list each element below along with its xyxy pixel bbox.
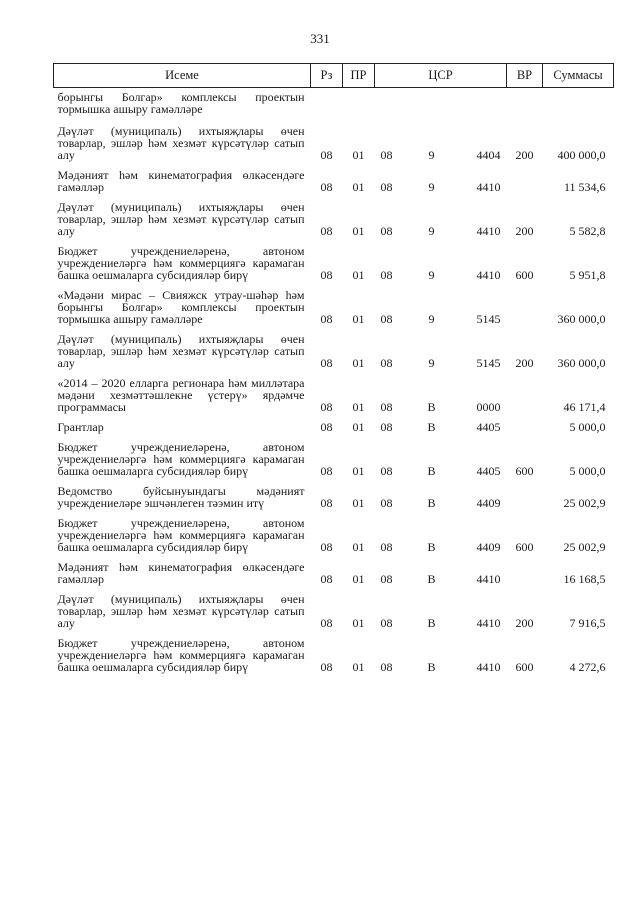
row-sum: 5 951,8 bbox=[569, 268, 606, 282]
row-csr bbox=[375, 195, 507, 239]
row-rz: 08 bbox=[320, 420, 333, 434]
row-sum: 4 272,6 bbox=[569, 660, 606, 674]
row-sum: 400 000,0 bbox=[557, 148, 606, 162]
row-rz: 08 bbox=[320, 540, 333, 554]
row-pr: 01 bbox=[352, 224, 365, 238]
row-rz: 08 bbox=[320, 496, 333, 510]
row-pr: 01 bbox=[352, 180, 365, 194]
row-pr: 01 bbox=[352, 540, 365, 554]
row-name: Ведомство буйсынуындагы мәдәният учреждениеләре эшчәнлеген тәэмин итү bbox=[57, 484, 305, 510]
table-row bbox=[54, 239, 614, 283]
row-csr-part1: 08 bbox=[380, 464, 393, 478]
row-csr-part2: В bbox=[427, 616, 436, 630]
row-vr bbox=[507, 415, 543, 435]
row-name: Бюджет учреждениеләренә, автоном учреждениеләргә һәм коммерциягә карамаган башка оешмаларга субсидияләр бирү bbox=[57, 636, 305, 674]
continued-text: борынгы Болгар» комплексы проектын тормышка ашыру гамәлләре bbox=[57, 90, 305, 116]
row-sum: 5 000,0 bbox=[569, 464, 606, 478]
row-csr-part1: 08 bbox=[380, 660, 393, 674]
row-csr bbox=[375, 479, 507, 511]
header-csr: ЦСР bbox=[375, 64, 507, 88]
row-csr-part1: 08 bbox=[380, 572, 393, 586]
row-csr-part2: В bbox=[427, 420, 436, 434]
row-rz: 08 bbox=[320, 268, 333, 282]
row-csr-part3: 4409 bbox=[476, 496, 501, 510]
row-vr: 600 bbox=[515, 660, 534, 674]
table-row bbox=[54, 283, 614, 327]
row-rz: 08 bbox=[320, 356, 333, 370]
row-sum: 7 916,5 bbox=[569, 616, 606, 630]
table-row bbox=[54, 415, 614, 435]
row-rz: 08 bbox=[320, 616, 333, 630]
row-csr-part3: 4405 bbox=[476, 420, 501, 434]
table-row bbox=[54, 479, 614, 511]
row-csr-part1: 08 bbox=[380, 400, 393, 414]
row-name: «Мәдәни мирас – Свияжск утрау-шәһәр һәм борынгы Болгар» комплексы проектын тормышка ашыру гамәлләре bbox=[57, 288, 305, 326]
row-name: «2014 – 2020 елларга регионара һәм милләтара мәдәни хезмәттәшлекне үстерү» ярдәмче программасы bbox=[57, 376, 305, 414]
row-csr-part3: 4410 bbox=[476, 616, 501, 630]
row-vr bbox=[507, 163, 543, 195]
row-sum: 25 002,9 bbox=[563, 540, 606, 554]
header-rz: Рз bbox=[311, 64, 343, 88]
header-sum: Суммасы bbox=[543, 64, 614, 88]
row-csr-part1: 08 bbox=[380, 268, 393, 282]
row-vr: 600 bbox=[515, 540, 534, 554]
row-sum: 360 000,0 bbox=[557, 356, 606, 370]
row-csr-part2: 9 bbox=[428, 356, 435, 370]
row-pr: 01 bbox=[352, 356, 365, 370]
row-csr-part2: В bbox=[427, 464, 436, 478]
table-row bbox=[54, 555, 614, 587]
row-sum: 360 000,0 bbox=[557, 312, 606, 326]
row-name: Бюджет учреждениеләренә, автоном учреждениеләргә һәм коммерциягә карамаган башка оешмаларга субсидияләр бирү bbox=[57, 440, 305, 478]
table-body bbox=[54, 88, 614, 676]
row-name: Дәүләт (муниципаль) ихтыяҗлары өчен товарлар, эшләр һәм хезмәт күрсәтүләр сатып алу bbox=[57, 200, 305, 238]
row-csr bbox=[375, 283, 507, 327]
row-csr-part1: 08 bbox=[380, 540, 393, 554]
table-row bbox=[54, 327, 614, 371]
row-csr-part1: 08 bbox=[380, 420, 393, 434]
header-vr: ВР bbox=[507, 64, 543, 88]
row-rz: 08 bbox=[320, 224, 333, 238]
row-vr: 200 bbox=[515, 148, 534, 162]
row-sum: 25 002,9 bbox=[563, 496, 606, 510]
row-vr bbox=[507, 283, 543, 327]
row-csr-part3: 4409 bbox=[476, 540, 501, 554]
row-name: Бюджет учреждениеләренә, автоном учреждениеләргә һәм коммерциягә карамаган башка оешмаларга субсидияләр бирү bbox=[57, 244, 305, 282]
row-pr: 01 bbox=[352, 148, 365, 162]
row-pr: 01 bbox=[352, 464, 365, 478]
row-rz: 08 bbox=[320, 660, 333, 674]
row-sum: 5 582,8 bbox=[569, 224, 606, 238]
table-row bbox=[54, 119, 614, 163]
row-vr bbox=[507, 555, 543, 587]
row-csr bbox=[375, 415, 507, 435]
row-csr-part3: 0000 bbox=[476, 400, 501, 414]
row-csr-part3: 4410 bbox=[476, 660, 501, 674]
row-csr-part2: В bbox=[427, 540, 436, 554]
row-csr-part2: В bbox=[427, 496, 436, 510]
row-csr bbox=[375, 119, 507, 163]
page-number: 331 bbox=[310, 31, 330, 46]
row-csr-part1: 08 bbox=[380, 496, 393, 510]
row-sum: 16 168,5 bbox=[563, 572, 606, 586]
table-row bbox=[54, 631, 614, 675]
row-csr-part1: 08 bbox=[380, 356, 393, 370]
table-row bbox=[54, 163, 614, 195]
table-row bbox=[54, 435, 614, 479]
header-name: Исеме bbox=[54, 64, 311, 88]
row-csr bbox=[375, 371, 507, 415]
row-csr-part3: 4404 bbox=[476, 148, 501, 162]
table-row bbox=[54, 195, 614, 239]
row-csr-part2: В bbox=[427, 572, 436, 586]
row-csr-part2: 9 bbox=[428, 268, 435, 282]
row-vr: 200 bbox=[515, 224, 534, 238]
row-csr bbox=[375, 587, 507, 631]
row-csr bbox=[375, 239, 507, 283]
row-vr: 200 bbox=[515, 356, 534, 370]
row-rz: 08 bbox=[320, 400, 333, 414]
row-pr: 01 bbox=[352, 420, 365, 434]
row-csr-part2: В bbox=[427, 400, 436, 414]
row-pr: 01 bbox=[352, 268, 365, 282]
row-rz: 08 bbox=[320, 180, 333, 194]
row-csr-part3: 5145 bbox=[476, 356, 501, 370]
row-pr: 01 bbox=[352, 400, 365, 414]
row-sum: 5 000,0 bbox=[569, 420, 606, 434]
row-csr-part2: 9 bbox=[428, 148, 435, 162]
row-vr: 600 bbox=[515, 464, 534, 478]
row-csr bbox=[375, 163, 507, 195]
table-header bbox=[54, 64, 614, 88]
row-csr-part3: 4410 bbox=[476, 180, 501, 194]
row-vr: 200 bbox=[515, 616, 534, 630]
row-csr-part1: 08 bbox=[380, 312, 393, 326]
row-csr-part3: 5145 bbox=[476, 312, 501, 326]
row-csr bbox=[375, 631, 507, 675]
row-csr bbox=[375, 435, 507, 479]
row-csr-part1: 08 bbox=[380, 224, 393, 238]
row-vr bbox=[507, 371, 543, 415]
row-name: Бюджет учреждениеләренә, автоном учреждениеләргә һәм коммерциягә карамаган башка оешмаларга субсидияләр бирү bbox=[57, 516, 305, 554]
row-csr-part3: 4410 bbox=[476, 224, 501, 238]
table-row bbox=[54, 587, 614, 631]
row-name: Грантлар bbox=[57, 420, 104, 434]
row-name: Мәдәният һәм кинематография өлкәсендәге гамәлләр bbox=[57, 168, 305, 194]
row-name: Дәүләт (муниципаль) ихтыяҗлары өчен товарлар, эшләр һәм хезмәт күрсәтүләр сатып алу bbox=[57, 332, 305, 370]
row-csr-part3: 4410 bbox=[476, 268, 501, 282]
row-csr bbox=[375, 511, 507, 555]
row-pr: 01 bbox=[352, 312, 365, 326]
row-rz: 08 bbox=[320, 464, 333, 478]
row-rz: 08 bbox=[320, 312, 333, 326]
row-csr-part2: 9 bbox=[428, 224, 435, 238]
row-vr bbox=[507, 479, 543, 511]
row-rz: 08 bbox=[320, 148, 333, 162]
row-sum: 46 171,4 bbox=[563, 400, 606, 414]
row-name: Мәдәният һәм кинематография өлкәсендәге гамәлләр bbox=[57, 560, 305, 586]
row-csr-part2: 9 bbox=[428, 312, 435, 326]
row-rz: 08 bbox=[320, 572, 333, 586]
row-csr-part3: 4405 bbox=[476, 464, 501, 478]
row-vr: 600 bbox=[515, 268, 534, 282]
row-csr bbox=[375, 555, 507, 587]
row-csr-part2: 9 bbox=[428, 180, 435, 194]
budget-table bbox=[53, 63, 614, 675]
row-csr-part2: В bbox=[427, 660, 436, 674]
row-sum: 11 534,6 bbox=[563, 180, 606, 194]
table-row bbox=[54, 511, 614, 555]
row-csr-part1: 08 bbox=[380, 616, 393, 630]
table-row bbox=[54, 371, 614, 415]
row-csr-part3: 4410 bbox=[476, 572, 501, 586]
header-pr: ПР bbox=[343, 64, 375, 88]
row-pr: 01 bbox=[352, 572, 365, 586]
row-pr: 01 bbox=[352, 616, 365, 630]
row-csr-part1: 08 bbox=[380, 180, 393, 194]
row-name: Дәүләт (муниципаль) ихтыяҗлары өчен товарлар, эшләр һәм хезмәт күрсәтүләр сатып алу bbox=[57, 592, 305, 630]
row-pr: 01 bbox=[352, 660, 365, 674]
continued-row bbox=[54, 88, 614, 120]
row-csr bbox=[375, 327, 507, 371]
row-csr-part1: 08 bbox=[380, 148, 393, 162]
row-pr: 01 bbox=[352, 496, 365, 510]
row-name: Дәүләт (муниципаль) ихтыяҗлары өчен товарлар, эшләр һәм хезмәт күрсәтүләр сатып алу bbox=[57, 124, 305, 162]
